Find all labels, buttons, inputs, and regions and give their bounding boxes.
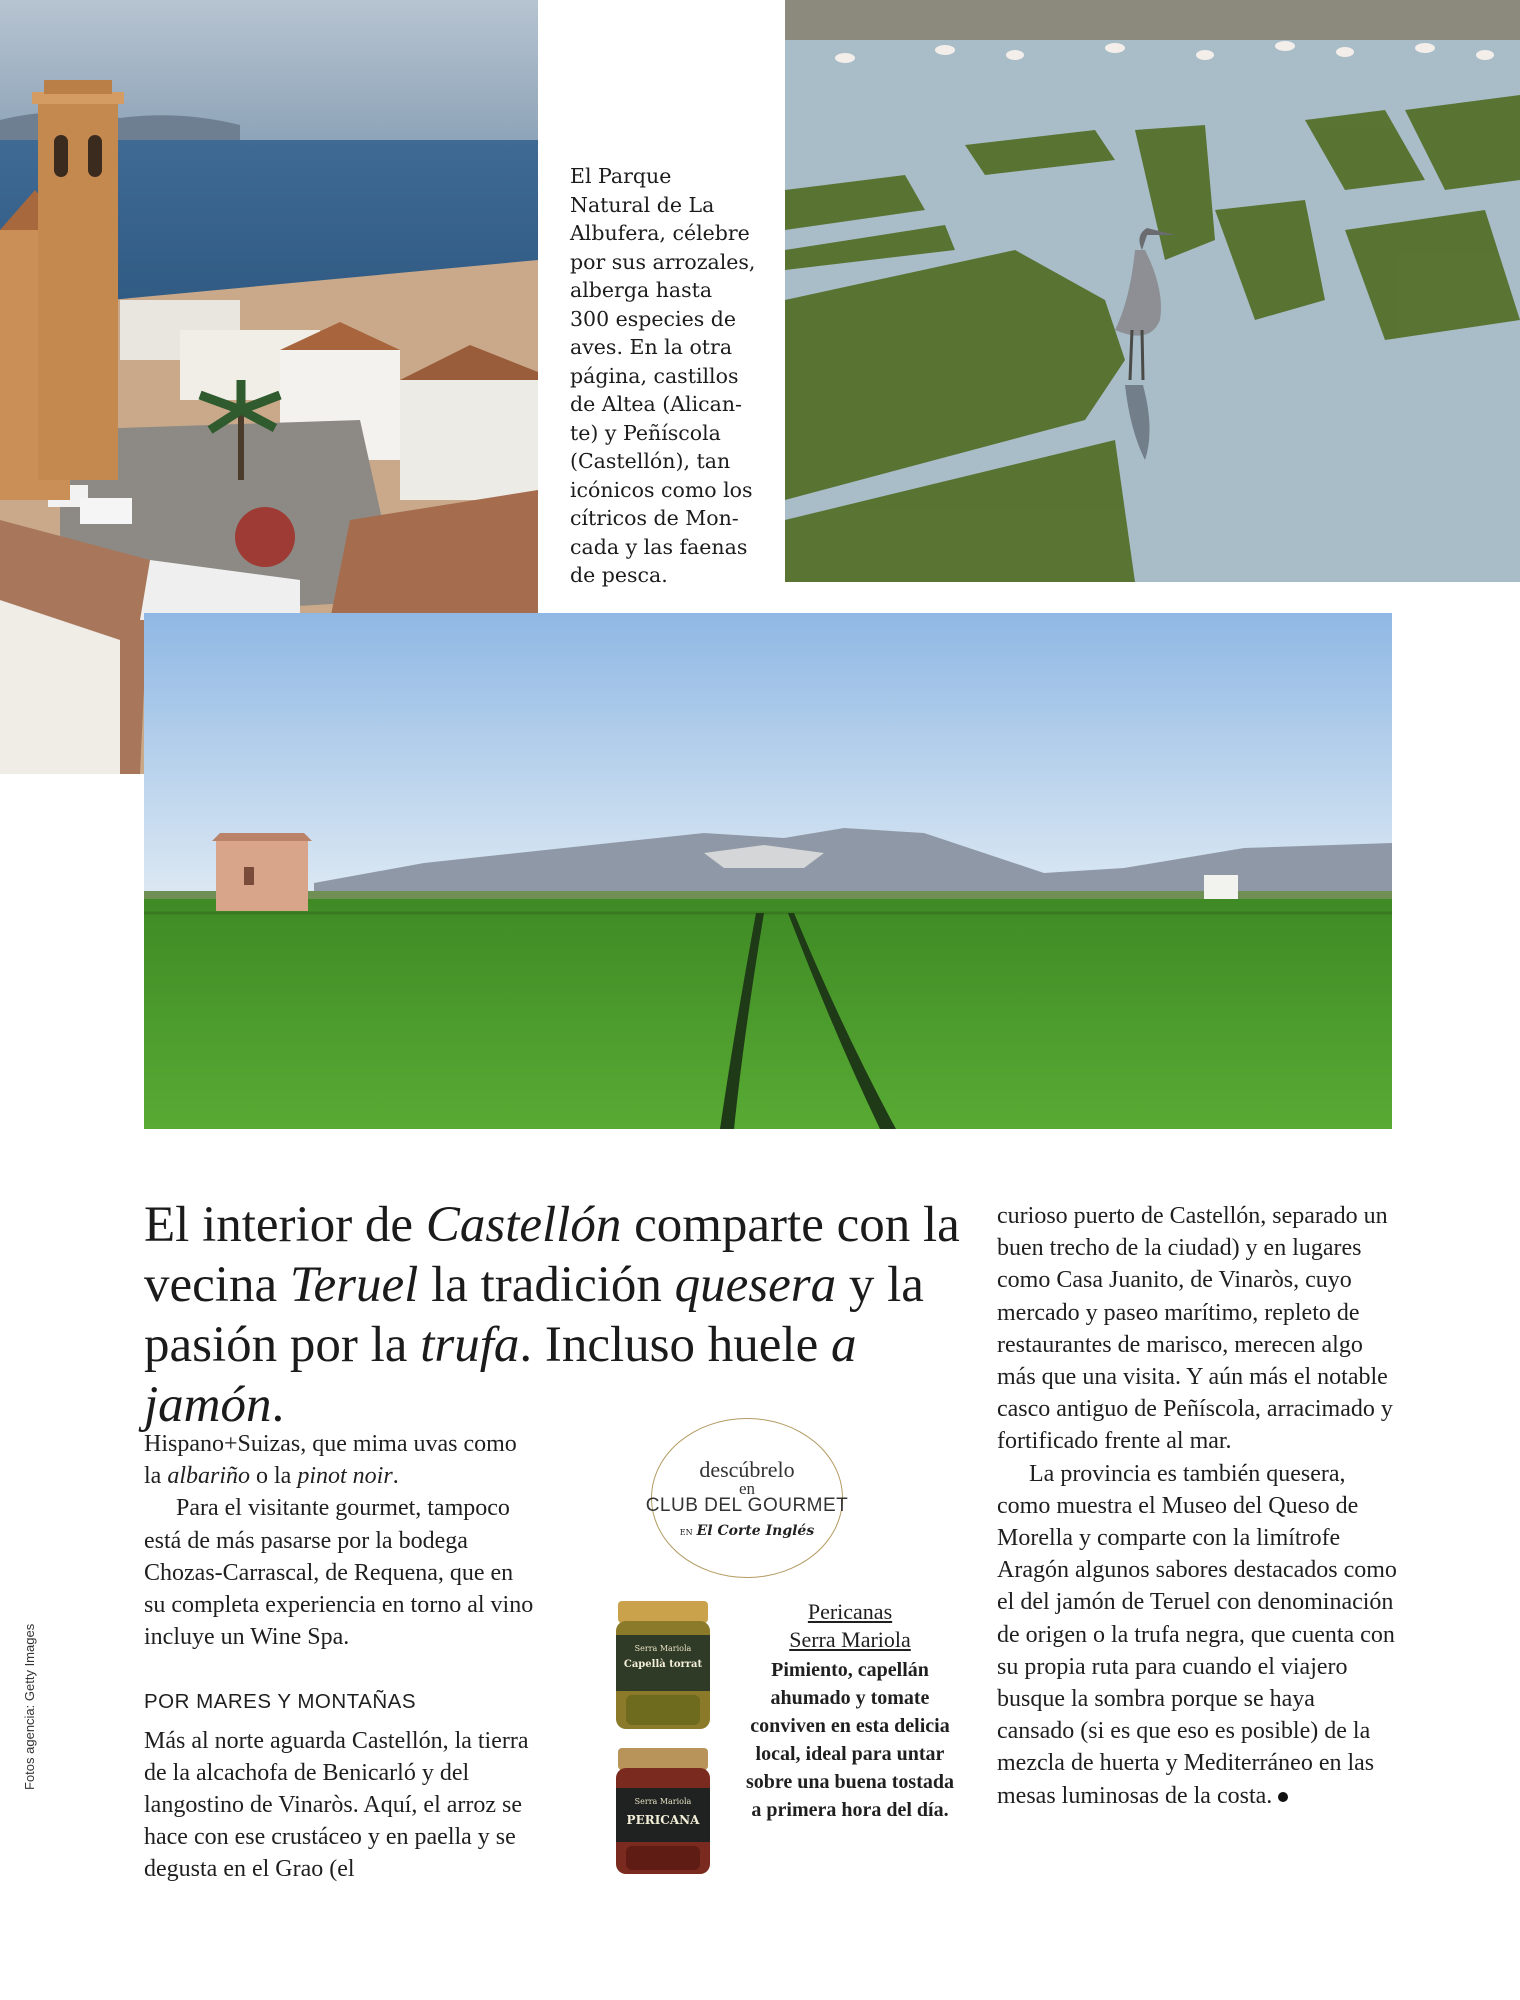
badge-store-logo [652,1523,842,1539]
headline-italic: Teruel [289,1257,419,1313]
text: . [392,1463,399,1490]
italic-text: albariño [167,1463,251,1490]
headline-italic: Castellón [425,1197,622,1253]
jar-pericana [612,1748,714,1876]
text: Hispano+Suizas, que mima uvas como la [144,1431,517,1490]
left-paragraph-2: Para el visitante gourmet, tampoco está de más pasarse por la bodega Chozas-Carrascal, de Requena, que en su completa experiencia en torno al vino incluye un Wine Spa. [144,1495,534,1651]
headline-text: El interior de [144,1197,426,1253]
left-column [144,1428,539,1886]
text: o la [250,1463,298,1490]
right-column [997,1200,1397,1812]
left-paragraph-1 [144,1428,539,1492]
club-del-gourmet-badge [645,1418,849,1578]
badge-en: en [738,1479,756,1498]
jar-capella-torrat [612,1601,714,1731]
right-paragraph-2 [997,1458,1397,1812]
headline-text: la tradición [418,1257,675,1313]
italic-text: pinot noir [297,1463,393,1490]
jar2-label: PERICANA [626,1813,700,1827]
badge-descubrelo: descúbrelo [699,1457,795,1482]
product-description: Pimiento, capellán ahumado y tomate conviven en esta delicia local, ideal para untar sobre una buena tostada a primera hora del día. [745,1659,955,1821]
headline-text: y la pasión por la [144,1257,924,1373]
text: La provincia es también quesera, como muestra el Museo del Queso de Morella y comparte con la limítrofe Aragón algunos sabores destacados como el del jamón de Teruel con denominación de origen o la trufa negra, que cuenta con su propia ruta para cuando el viajero busque la sombra porque se haya cansado (si es que eso es posible) de la mezcla de huerta y Mediterráneo en las mesas luminosas de la costa. [997,1460,1397,1809]
photo-caption: El Parque Natural de La Albufera, célebre por sus arrozales, alberga hasta 300 especies de aves. En la otra página, castillos de Altea (Alican- te) y Peñíscola (Castellón), tan icónicos como los cítricos de Mon- cada y las faenas de pesca. [570,164,756,587]
end-mark-icon [1278,1792,1288,1802]
product-title: Pericanas Serra Mariola [789,1599,911,1652]
product-box [745,1598,955,1824]
badge-store-prefix: EN [679,1528,693,1537]
left-paragraph-3: Más al norte aguarda Castellón, la tierra de la alcachofa de Benicarló y del langostino de Vinaròs. Aquí, el arroz se hace con ese crustáceo y en paella y se degusta en el Grao (el [144,1727,529,1883]
headline-italic: quesera [674,1257,837,1313]
right-paragraph-1: curioso puerto de Castellón, separado un buen trecho de la ciudad) y en lugares como Casa Juanito, de Vinaròs, cuyo mercado y paseo marítimo, repleto de restaurantes de marisco, merecen algo más que una visita. Y aún más el notable casco antiguo de Peñíscola, arracimado y fortificado frente al mar. [997,1203,1393,1455]
photo-ricefield [144,613,1392,1129]
headline [144,1195,974,1435]
headline-text: . [271,1377,285,1433]
section-title: POR MARES Y MONTAÑAS [144,1690,416,1714]
photo-credit: Fotos agencia: Getty Images [22,1623,37,1790]
badge-store-name: El Corte Inglés [696,1523,815,1539]
headline-text: comparte con la vecina [144,1197,960,1313]
photo-albufera [785,0,1520,582]
jar1-label: Capellà torrat [623,1659,703,1670]
jar2-brand: Serra Mariola [634,1797,692,1806]
headline-italic: a jamón [144,1317,857,1433]
badge-club-name: CLUB DEL GOURMET [645,1495,849,1516]
headline-italic: trufa [420,1317,520,1373]
headline-text: . Incluso huele [519,1317,831,1373]
jar1-brand: Serra Mariola [634,1644,692,1653]
